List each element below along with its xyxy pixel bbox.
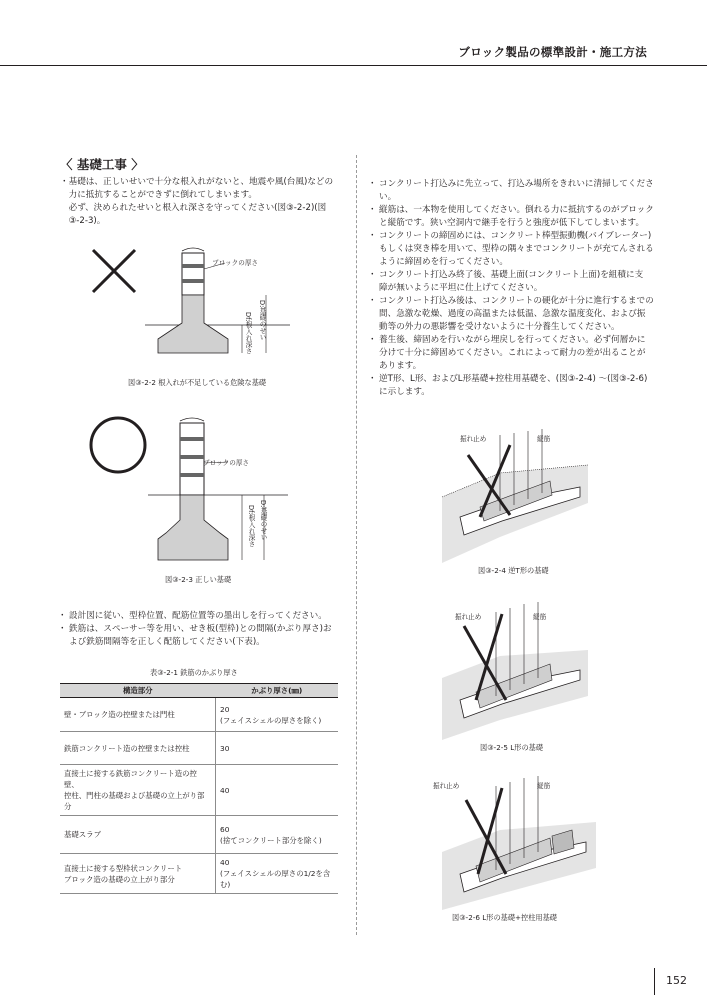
page-number-rule (654, 968, 655, 995)
bullet-item: ・ コンクリート打込み終了後、基礎上面(コンクリート上面)を組積に支 障が無いように平坦に仕上げてください。 (370, 269, 660, 295)
setup-paragraph (60, 610, 350, 649)
table-row (60, 732, 338, 765)
intro-line: 力に抵抗することができずに倒れてしまいます。 (60, 190, 257, 200)
table-caption: 表③-2-1 鉄筋のかぶり厚さ (150, 668, 238, 677)
header-rule (0, 65, 707, 66)
figure-caption: 図③-2-2 根入れが不足している危険な基礎 (128, 378, 267, 387)
figure-insufficient-foundation (90, 245, 310, 375)
figure-l-shape-buttress-foundation (440, 770, 600, 910)
figure-caption: 図③-2-3 正しい基礎 (165, 575, 232, 584)
table-cell: 30 (216, 732, 339, 765)
tie-label: 振れ止め (455, 613, 482, 621)
bullet-item: ・ 逆T形、L形、およびL形基礎+控柱用基礎を、(図③-2-4) ～(図③-2-6) に示します。 (370, 373, 660, 399)
table-cell: 直接土に接する型枠状コンクリート ブロック造の基礎の立上がり部分 (60, 854, 216, 894)
figure-caption: 図③-2-4 逆T形の基礎 (478, 566, 549, 575)
table-header-cell: 構造部分 (60, 684, 216, 698)
table-cell: 60 (捨てコンクリート部分を除く) (216, 816, 339, 854)
construction-notes (370, 178, 660, 399)
table-header-row (60, 684, 338, 698)
bullet-item: ・ 設計図に従い、型枠位置、配筋位置等の墨出しを行ってください。 (60, 610, 350, 623)
table-cell: 鉄筋コンクリート造の控壁または控柱 (60, 732, 216, 765)
figure-caption: 図③-2-6 L形の基礎+控柱用基礎 (452, 913, 557, 922)
table-cell: 40 (フェイスシェルの厚さの1/2を含む) (216, 854, 339, 894)
bullet-item: ・ コンクリートの締固めには、コンクリート棒型振動機(バイブレーター) もしくは突き棒を用いて、型枠の隅々までコンクリートが充てんされる ように締固めを行ってください。 (370, 230, 660, 269)
bullet-item: ・ 縦筋は、一本物を使用してください。倒れる力に抵抗するのがブロック と縦筋です。狭い空洞内で継手を行うと強度が低下してしまいます。 (370, 204, 660, 230)
foundation (158, 295, 228, 353)
cover-thickness-table (60, 683, 338, 894)
header-title: ブロック製品の標準設計・施工方法 (458, 45, 647, 59)
table-cell: 20 (フェイスシェルの厚さを除く) (216, 698, 339, 732)
intro-paragraph (60, 176, 350, 228)
tie-label: 振れ止め (460, 435, 487, 443)
section-title: 〈 基礎工事 〉 (60, 157, 144, 172)
bullet-item: ・ コンクリート打込み後は、コンクリートの硬化が十分に進行するまでの 間、急激な乾燥、過度の高温または低温、急激な温度変化、および振 動等の外力の悪影響を受けないように十分養生してください。 (370, 295, 660, 334)
intro-line: 必ず、決められたせいと根入れ深さを守ってください(図③-2-2)(図 (60, 203, 327, 213)
table-cell: 40 (216, 765, 339, 816)
table-row (60, 698, 338, 732)
embedment-depth-label: Df:根入れ深さ (247, 505, 255, 548)
rebar-label: 縦筋 (533, 613, 547, 621)
column-divider (356, 155, 357, 935)
figure-l-shape-foundation (440, 600, 590, 740)
table-row (60, 854, 338, 894)
table-cell: 直接土に接する鉄筋コンクリート造の控壁、 控柱、門柱の基礎および基礎の立上がり部分 (60, 765, 216, 816)
embedment-depth-label: Df:根入れ深さ (244, 312, 252, 355)
rebar-label: 縦筋 (537, 435, 551, 443)
figure-correct-foundation (88, 415, 308, 585)
bullet-item: ・ コンクリート打込みに先立って、打込み場所をきれいに清掃してください。 (370, 178, 660, 204)
foundation-height-label: D:基礎のせい (258, 300, 266, 341)
table-cell: 壁・ブロック造の控壁または門柱 (60, 698, 216, 732)
figure-caption: 図③-2-5 L形の基礎 (480, 743, 544, 752)
block-thickness-label: ブロックの厚さ (212, 259, 259, 267)
figure-inverted-t-foundation (440, 425, 590, 565)
table-row (60, 816, 338, 854)
circle-mark (91, 418, 145, 472)
intro-line: ・基礎は、正しいせいで十分な根入れがないと、地震や風(台風)などの (60, 177, 334, 187)
foundation-height-label: D:基礎のせい (259, 500, 267, 541)
block-wall (182, 253, 204, 295)
intro-line: ③-2-3)。 (60, 216, 106, 226)
block-thickness-label: ブロックの厚さ (203, 459, 250, 467)
foundation (158, 495, 228, 560)
table-row (60, 765, 338, 816)
bullet-item: ・ 養生後、締固めを行いながら埋戻しを行ってください。必ず何層かに 分けて十分に締固めてください。これによって耐力の差が出ることが あります。 (370, 334, 660, 373)
table-header-cell: かぶり厚さ(㎜) (216, 684, 339, 698)
bullet-item: ・ 鉄筋は、スペーサー等を用い、せき板(型枠)との間隔(かぶり厚さ)お よび鉄筋間隔等を正しく配筋してください(下表)。 (60, 623, 350, 649)
rebar-label: 縦筋 (537, 782, 551, 790)
page-number: 152 (666, 974, 687, 987)
tie-label: 振れ止め (433, 782, 460, 790)
table-cell: 基礎スラブ (60, 816, 216, 854)
